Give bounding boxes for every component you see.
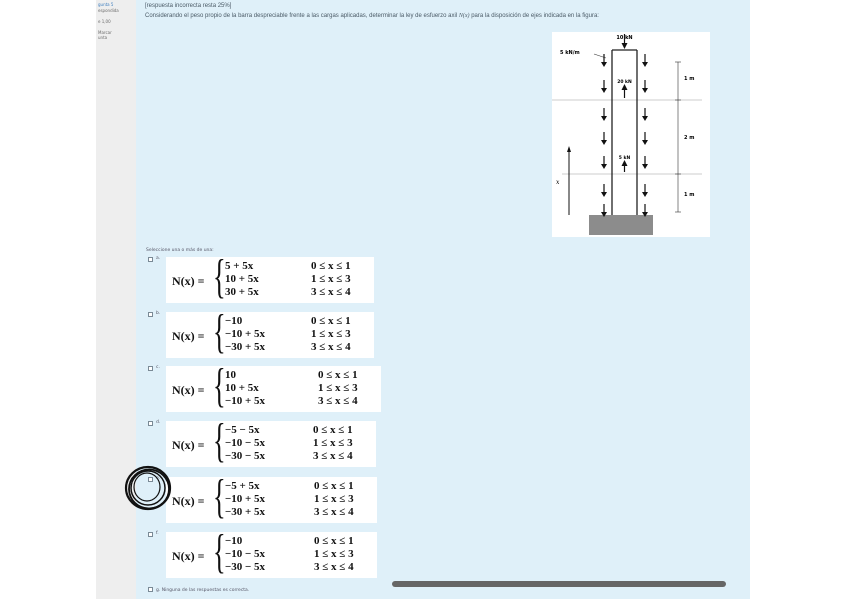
question-text-symbol: N(x): [458, 13, 470, 19]
formula-row: −5 − 5x: [225, 424, 260, 436]
option-c-formula[interactable]: [166, 359, 381, 412]
formula-lhs: N(x) =: [172, 549, 205, 563]
option-f-checkbox[interactable]: [148, 532, 153, 537]
formula-condition: 3 ≤ x ≤ 4: [311, 286, 351, 298]
formula-row: 30 + 5x: [225, 286, 259, 298]
label-20kn: 20 kN: [617, 80, 632, 85]
label-10kn: 10 kN: [616, 35, 633, 41]
select-prompt: Seleccione una o más de una:: [146, 248, 214, 253]
formula-brace: {: [213, 305, 226, 358]
formula-row: 10 + 5x: [225, 382, 259, 394]
distributed-arrow-head: [642, 164, 648, 169]
formula-condition: 3 ≤ x ≤ 4: [313, 450, 353, 462]
formula-condition: 0 ≤ x ≤ 1: [313, 424, 353, 436]
formula-brace: {: [213, 359, 226, 412]
formula-lhs: N(x) =: [172, 438, 205, 452]
question-info-sidebar: [98, 2, 119, 41]
formula-row: 10: [225, 369, 236, 381]
option-b-checkbox[interactable]: [148, 312, 153, 317]
formula-condition: 1 ≤ x ≤ 3: [314, 548, 354, 560]
distributed-arrow-head: [642, 88, 648, 93]
dim-label-bottom: 1 m: [684, 192, 695, 198]
option-c-checkbox[interactable]: [148, 366, 153, 371]
option-a-formula[interactable]: [166, 250, 374, 303]
option-g-label: g. Ninguna de las respuestas es correcta.: [156, 588, 250, 593]
flag-question-link[interactable]: Marcar: [98, 29, 112, 35]
distributed-arrow-head: [601, 140, 607, 145]
dim-label-top: 1 m: [684, 76, 695, 82]
sidebar-line: espondida: [98, 7, 119, 13]
formula-row: −10: [225, 535, 243, 547]
distributed-arrow-head: [642, 140, 648, 145]
distributed-load-arrows: [601, 54, 648, 217]
ground-support: [589, 215, 653, 235]
formula-brace: {: [213, 250, 226, 303]
formula-condition: 1 ≤ x ≤ 3: [311, 273, 351, 285]
dim-label-mid: 2 m: [684, 135, 695, 141]
distributed-arrow-head: [642, 62, 648, 67]
distributed-arrow-head: [642, 116, 648, 121]
formula-row: −30 − 5x: [225, 450, 266, 462]
option-f-formula[interactable]: [166, 525, 377, 578]
formula-row: −30 + 5x: [225, 341, 266, 353]
distributed-arrow-head: [601, 164, 607, 169]
horizontal-scrollbar[interactable]: [392, 581, 726, 587]
distributed-arrow-head: [601, 192, 607, 197]
formula-row: −30 + 5x: [225, 506, 266, 518]
option-letter: d.: [156, 420, 161, 425]
option-d-checkbox[interactable]: [148, 421, 153, 426]
formula-row: −10: [225, 315, 243, 327]
flag-question-link-2[interactable]: unta: [98, 35, 108, 40]
formula-lhs: N(x) =: [172, 383, 205, 397]
option-letter: e.: [156, 476, 161, 481]
label-5kn: 5 kN: [618, 156, 631, 161]
distributed-arrow-head: [642, 192, 648, 197]
formula-lhs: N(x) =: [172, 329, 205, 343]
formula-condition: 0 ≤ x ≤ 1: [311, 260, 351, 272]
option-letter: c.: [156, 365, 160, 370]
formula-condition: 0 ≤ x ≤ 1: [318, 369, 358, 381]
option-e-formula[interactable]: [166, 470, 377, 523]
formula-brace: {: [213, 414, 226, 467]
question-text-after: para la disposición de ejes indicada en la figura:: [469, 13, 599, 19]
formula-row: 5 + 5x: [225, 260, 254, 272]
formula-brace: {: [213, 525, 226, 578]
formula-condition: 1 ≤ x ≤ 3: [314, 493, 354, 505]
sidebar-line: e 1,00: [98, 18, 111, 24]
hand-drawn-circle-annotation: [123, 463, 175, 515]
bar-diagram: [552, 32, 710, 237]
formula-condition: 3 ≤ x ≤ 4: [318, 395, 358, 407]
penalty-note: [respuesta incorrecta resta 25%]: [145, 3, 232, 9]
distributed-arrow-head: [601, 62, 607, 67]
formula-row: −30 − 5x: [225, 561, 266, 573]
formula-condition: 3 ≤ x ≤ 4: [314, 561, 354, 573]
arrow-10kn-head: [622, 43, 628, 49]
question-text: [145, 13, 599, 19]
formula-row: −10 − 5x: [225, 437, 266, 449]
formula-condition: 0 ≤ x ≤ 1: [314, 480, 354, 492]
formula-brace: {: [213, 470, 226, 523]
bar-diagram-figure: [552, 32, 710, 237]
formula-lhs: N(x) =: [172, 494, 205, 508]
formula-lhs: N(x) =: [172, 274, 205, 288]
distributed-arrow-head: [601, 88, 607, 93]
formula-row: −10 − 5x: [225, 548, 266, 560]
formula-row: −5 + 5x: [225, 480, 260, 492]
distributed-arrow-head: [601, 116, 607, 121]
option-g[interactable]: [148, 587, 249, 593]
formula-condition: 1 ≤ x ≤ 3: [311, 328, 351, 340]
option-letter: f.: [156, 531, 159, 536]
formula-condition: 0 ≤ x ≤ 1: [314, 535, 354, 547]
x-axis-label: x: [556, 179, 560, 186]
option-g-checkbox[interactable]: [148, 587, 153, 592]
formula-condition: 1 ≤ x ≤ 3: [318, 382, 358, 394]
formula-condition: 0 ≤ x ≤ 1: [311, 315, 351, 327]
label-5kn-per-m: 5 kN/m: [560, 50, 580, 56]
option-letter: a.: [156, 256, 161, 261]
option-letter: b.: [156, 311, 161, 316]
formula-row: −10 + 5x: [225, 395, 266, 407]
question-text-before: Considerando el peso propio de la barra despreciable frente a las cargas aplicadas, determinar la ley de esfuerzo axil: [145, 13, 459, 19]
option-a-checkbox[interactable]: [148, 257, 153, 262]
formula-condition: 3 ≤ x ≤ 4: [311, 341, 351, 353]
formula-condition: 1 ≤ x ≤ 3: [313, 437, 353, 449]
option-b-formula[interactable]: [166, 305, 374, 358]
sidebar-line: gunta 5: [98, 2, 114, 7]
x-axis-arrow-head: [567, 146, 571, 152]
formula-condition: 3 ≤ x ≤ 4: [314, 506, 354, 518]
formula-row: −10 + 5x: [225, 328, 266, 340]
formula-row: −10 + 5x: [225, 493, 266, 505]
formula-row: 10 + 5x: [225, 273, 259, 285]
option-d-formula[interactable]: [166, 414, 376, 467]
